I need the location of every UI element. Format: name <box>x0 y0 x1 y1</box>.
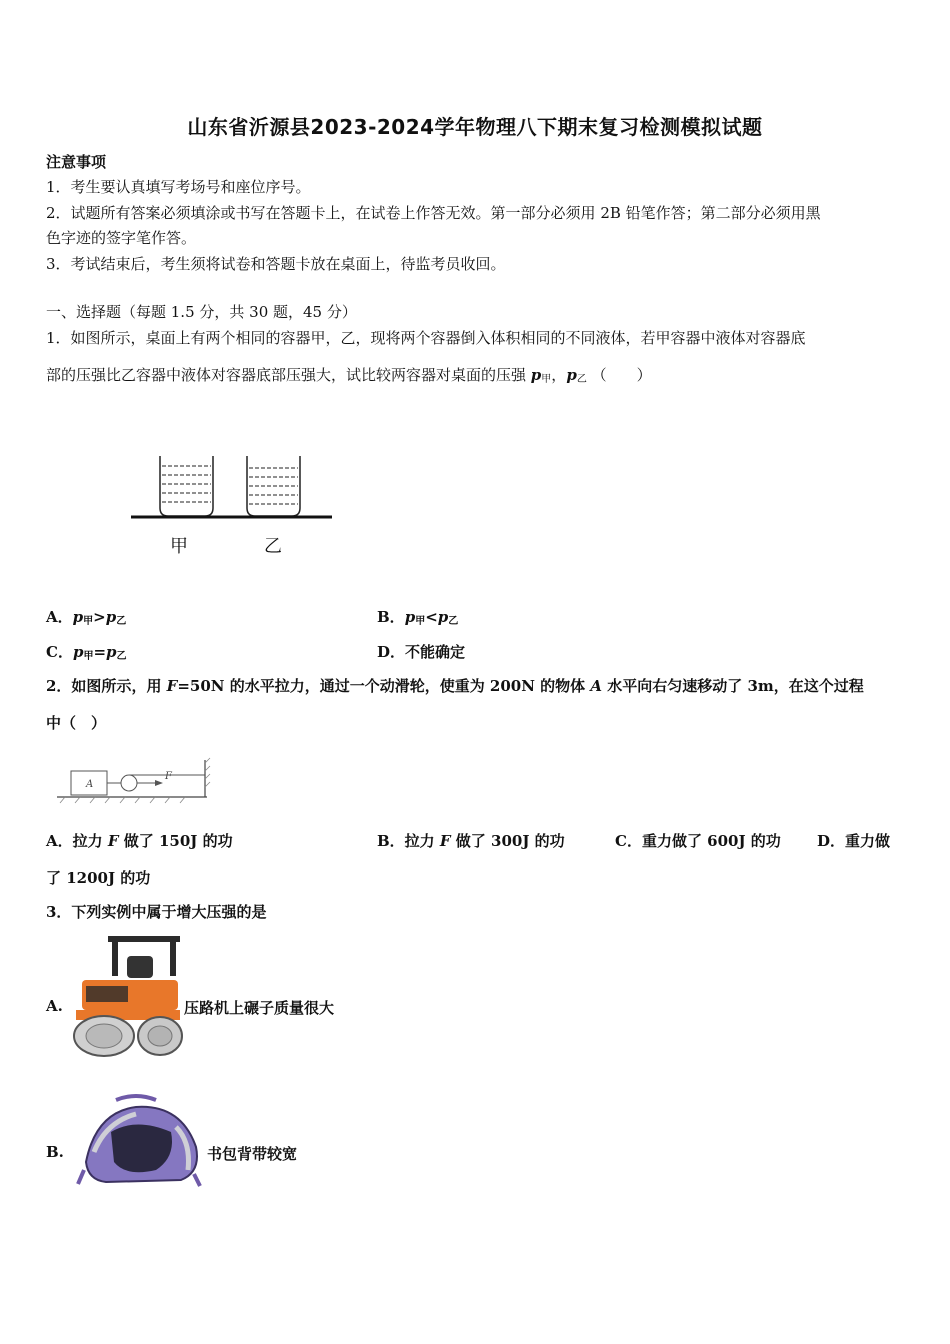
comma: ， <box>551 366 567 384</box>
label-jia: 甲 <box>170 536 188 557</box>
q1-stem-line1: 1．如图所示，桌面上有两个相同的容器甲，乙，现将两个容器倒入体积相同的不同液体，若甲容器中液体对容器底 <box>46 329 806 347</box>
q2-option-b[interactable] <box>377 830 565 851</box>
force-symbol: F <box>439 832 451 850</box>
block-a-label: A <box>86 779 94 790</box>
p-symbol: p <box>105 608 117 626</box>
road-roller-image <box>72 936 184 1058</box>
q1-stem-line2 <box>46 364 652 385</box>
q3-option-b-label[interactable]: B. <box>46 1143 64 1161</box>
label-yi: 乙 <box>264 536 282 557</box>
p-symbol: p <box>566 366 577 384</box>
option-text: A．拉力 <box>46 832 108 850</box>
q2-text-b: =50N 的水平拉力，通过一个动滑轮，使重为 200N 的物体 <box>177 677 591 695</box>
force-symbol: F <box>166 677 178 695</box>
q3-option-a-text[interactable]: 压路机上碾子质量很大 <box>184 999 335 1017</box>
section-heading: 一、选择题（每题 1.5 分，共 30 题，45 分） <box>46 303 357 321</box>
option-label: C． <box>46 643 73 661</box>
operator: = <box>93 643 107 661</box>
q2-stem-line2: 中（ ） <box>46 714 107 732</box>
q2-stem-line1 <box>46 675 864 696</box>
q3-option-a-label[interactable]: A. <box>46 997 63 1015</box>
exam-title: 山东省沂源县2023-2024学年物理八下期末复习检测模拟试题 <box>187 115 763 139</box>
q1-option-b[interactable] <box>377 606 458 627</box>
sub-yi: 乙 <box>448 616 459 627</box>
container-jia <box>160 456 213 516</box>
option-label: A． <box>46 608 73 626</box>
sub-jia: 甲 <box>541 374 552 385</box>
arrow-icon <box>155 780 163 786</box>
backpack-image <box>76 1092 206 1187</box>
sub-jia: 甲 <box>415 616 426 627</box>
operator: > <box>93 608 106 626</box>
q1-option-c[interactable] <box>46 641 127 662</box>
container-yi <box>247 456 300 516</box>
q3-stem: 3．下列实例中属于增大压强的是 <box>46 903 267 921</box>
q2-option-c[interactable]: C．重力做了 600J 的功 <box>615 832 781 850</box>
notice-item-2-cont: 色字迹的签字笔作答。 <box>46 229 197 247</box>
p-symbol: p <box>530 366 542 384</box>
force-symbol: F <box>107 832 119 850</box>
notice-item-3: 3．考试结束后，考生须将试卷和答题卡放在桌面上，待监考员收回。 <box>46 255 506 273</box>
q2-text-a: 2．如图所示，用 <box>46 677 167 695</box>
p-symbol: p <box>72 643 84 661</box>
q1-stem-text: 部的压强比乙容器中液体对容器底部压强大，试比较两容器对桌面的压强 <box>46 366 527 384</box>
sub-yi: 乙 <box>116 616 127 627</box>
option-text: 做了 300J 的功 <box>450 832 565 850</box>
q2-text-c: 水平向右匀速移动了 3m，在这个过程 <box>602 677 864 695</box>
q2-option-a[interactable] <box>46 830 233 851</box>
option-label: B． <box>377 608 405 626</box>
p-symbol: p <box>404 608 416 626</box>
q2-pulley-figure <box>55 755 225 810</box>
force-label: F <box>165 771 172 782</box>
notice-item-2: 2．试题所有答案必须填涂或书写在答题卡上，在试卷上作答无效。第一部分必须用 2B 铅笔作答；第二部分必须用黑 <box>46 204 821 222</box>
q1-option-d[interactable]: D．不能确定 <box>377 643 466 661</box>
q3-option-b-text[interactable]: 书包背带较宽 <box>207 1145 298 1163</box>
notice-heading: 注意事项 <box>46 153 107 171</box>
q2-option-d[interactable]: D．重力做 <box>817 832 891 850</box>
q1-option-a[interactable] <box>46 606 126 627</box>
sub-yi: 乙 <box>576 374 587 385</box>
sub-jia: 甲 <box>83 651 94 662</box>
answer-paren: （ ） <box>591 366 652 384</box>
p-symbol: p <box>106 643 117 661</box>
pulley-icon <box>121 775 137 791</box>
operator: < <box>425 608 438 626</box>
sub-yi: 乙 <box>116 651 127 662</box>
object-symbol: A <box>590 677 603 695</box>
sub-jia: 甲 <box>83 616 94 627</box>
q2-option-d-cont: 了 1200J 的功 <box>46 869 151 887</box>
option-text: 做了 150J 的功 <box>118 832 233 850</box>
q1-containers-figure <box>125 448 340 558</box>
p-symbol: p <box>72 608 84 626</box>
p-symbol: p <box>437 608 449 626</box>
notice-item-1: 1．考生要认真填写考场号和座位序号。 <box>46 178 311 196</box>
option-text: B．拉力 <box>377 832 440 850</box>
